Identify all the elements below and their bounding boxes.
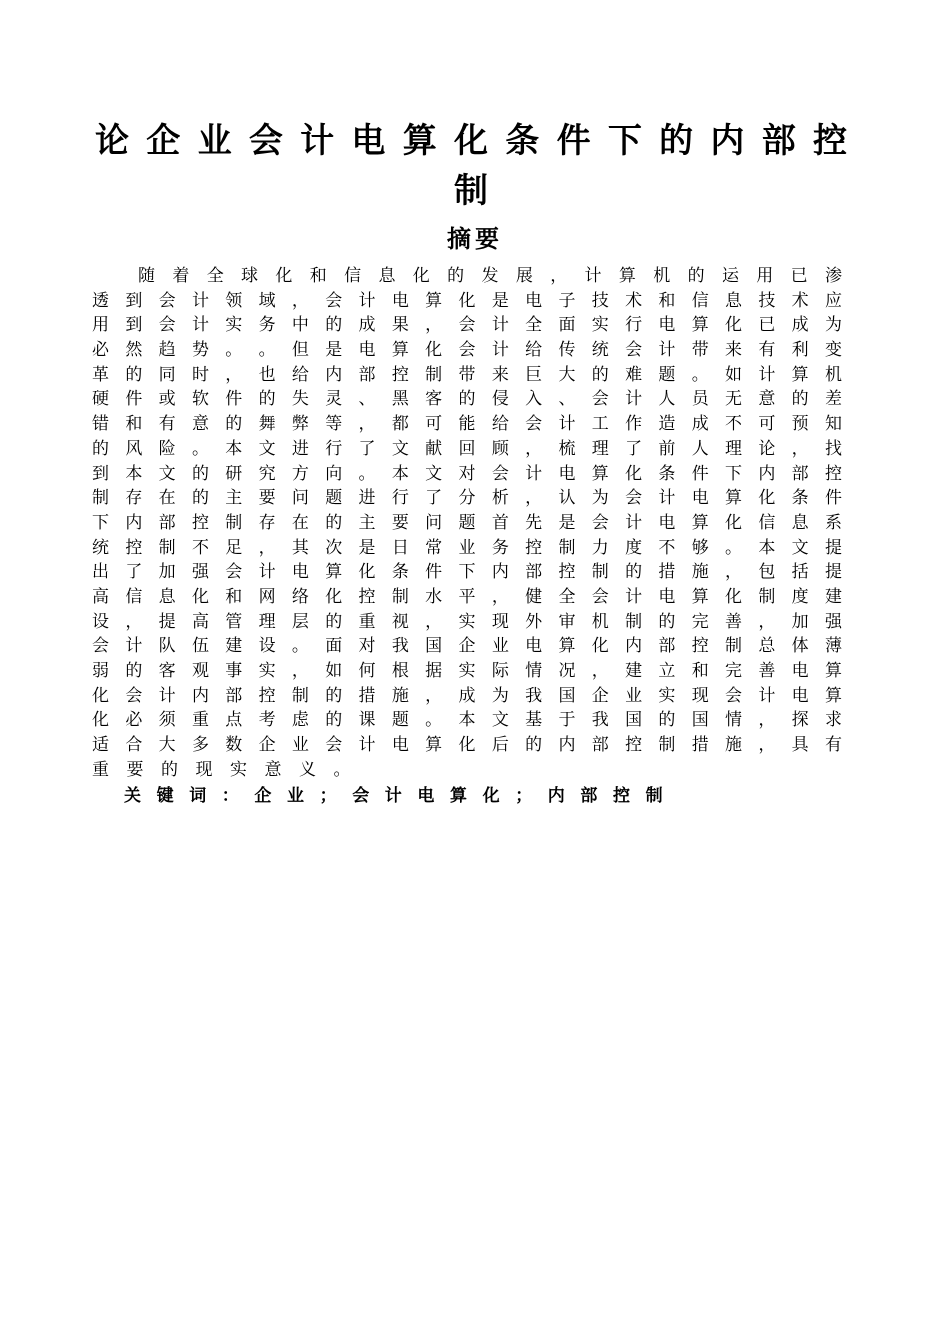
abstract-line: 硬 件 或 软 件 的 失 灵 、 黑 客 的 侵 入 、 会 计 人 员 无 意 的 差 [92,389,842,410]
abstract-line: 适 合 大 多 数 企 业 会 计 电 算 化 后 的 内 部 控 制 措 施 ， 具 有 [92,735,842,756]
title-line-2: 制 [454,171,488,211]
document-title [95,116,847,216]
abstract-line: 会 计 队 伍 建 设 。 面 对 我 国 企 业 电 算 化 内 部 控 制 总 体 薄 [92,636,842,657]
abstract-line: 随 着 全 球 化 和 信 息 化 的 发 展 ， 计 算 机 的 运 用 已 渗 [138,266,842,286]
abstract-line: 必 然 趋 势 。 。 但 是 电 算 化 会 计 给 传 统 会 计 带 来 有 利 变 [92,340,842,361]
keywords-line: 关键词：企业；会计电算化；内部控制 [124,786,679,806]
abstract-body [92,264,842,782]
abstract-line: 制 存 在 的 主 要 问 题 进 行 了 分 析 ， 认 为 会 计 电 算 化 条 件 [92,488,842,509]
abstract-line: 重要的现实意义。 [92,759,368,780]
abstract-line: 下 内 部 控 制 存 在 的 主 要 问 题 首 先 是 会 计 电 算 化 信 息 系 [92,512,842,533]
abstract-line: 化 必 须 重 点 考 虑 的 课 题 。 本 文 基 于 我 国 的 国 情 ， 探 求 [92,710,842,731]
abstract-line: 革 的 同 时 ， 也 给 内 部 控 制 带 来 巨 大 的 难 题 。 如 计 算 机 [92,364,842,385]
abstract-line: 化 会 计 内 部 控 制 的 措 施 ， 成 为 我 国 企 业 实 现 会 计 电 算 [92,685,842,706]
abstract-line: 出 了 加 强 会 计 电 算 化 条 件 下 内 部 控 制 的 措 施 ， 包 括 提 [92,562,842,583]
abstract-line: 用 到 会 计 实 务 中 的 成 果 ， 会 计 全 面 实 行 电 算 化 已 成 为 [92,315,842,336]
abstract-line: 弱 的 客 观 事 实 ， 如 何 根 据 实 际 情 况 ， 建 立 和 完 善 电 算 [92,661,842,681]
abstract-line: 统 控 制 不 足 ， 其 次 是 日 常 业 务 控 制 力 度 不 够 。 本 文 提 [92,537,842,558]
abstract-line: 高 信 息 化 和 网 络 化 控 制 水 平 ， 健 全 会 计 电 算 化 制 度 建 [92,586,842,607]
abstract-line: 的 风 险 。 本 文 进 行 了 文 献 回 顾 ， 梳 理 了 前 人 理 论 ， 找 [92,438,842,459]
abstract-line: 设 ， 提 高 管 理 层 的 重 视 ， 实 现 外 审 机 制 的 完 善 ， 加 强 [92,611,842,632]
abstract-heading: 摘要 [447,225,503,253]
abstract-line: 到 本 文 的 研 究 方 向 。 本 文 对 会 计 电 算 化 条 件 下 内 部 控 [92,463,842,484]
abstract-line: 错 和 有 意 的 舞 弊 等 ， 都 可 能 给 会 计 工 作 造 成 不 可 预 知 [92,414,842,435]
title-line-1: 论 企 业 会 计 电 算 化 条 件 下 的 内 部 控 [95,121,847,161]
abstract-line: 透 到 会 计 领 域 ， 会 计 电 算 化 是 电 子 技 术 和 信 息 技 术 应 [92,290,842,311]
